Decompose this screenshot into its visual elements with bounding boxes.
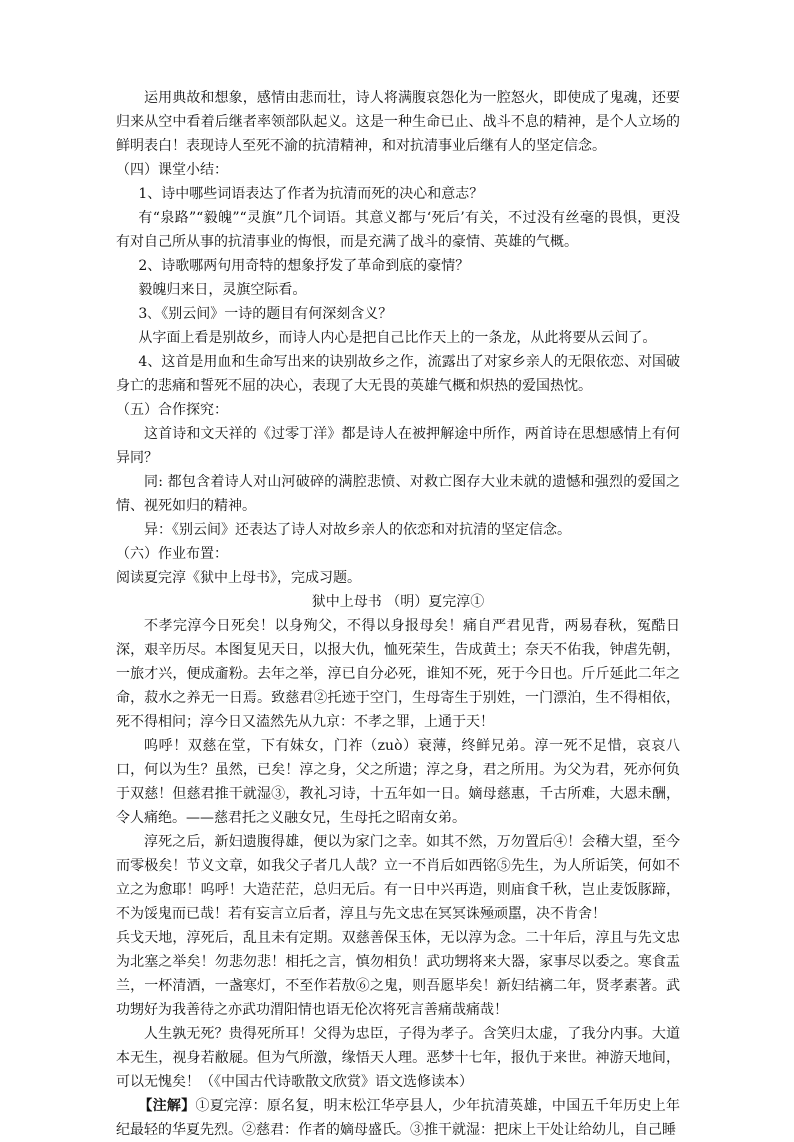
heading-cooperative-inquiry: （五）合作探究： <box>116 402 228 418</box>
annotation <box>116 1094 680 1142</box>
inquiry-similarity: 同: 都包含着诗人对山河破碎的满腔悲愤、对救亡图存大业未就的遗憾和强烈的爱国之情、视死如归的精神。 <box>116 474 680 514</box>
reading-paragraph-5: 人生孰无死？贵得死所耳！父得为忠臣，子得为孝子。含笑归太虚，了我分内事。大道本无生，视身若敝屣。但为气所激，缘悟天人理。恶梦十七年，报仇于来世。神游天地间，可以无愧矣！（《中国古代诗歌散文欣赏》语文选修读本） <box>116 1026 680 1090</box>
inquiry-difference: 异：《别云间》还表达了诗人对故乡亲人的依恋和对抗清的坚定信念。 <box>144 522 571 538</box>
annotation-text: ①夏完淳：原名复，明末松江华亭县人，少年抗清英雄，中国五千年历史上年纪最轻的华夏先烈。②慈君：作者的嫡母盛氏。③推干就湿：把床上干处让给幼儿，自己睡 <box>116 1098 681 1138</box>
document-page <box>116 86 680 1142</box>
answer-1: 有“泉路”“毅魄”“灵旗”几个词语。其意义都与‘死后’有关，不过没有丝毫的畏惧，更没有对自己所从事的抗清事业的悔恨，而是充满了战斗的豪情、英雄的气概。 <box>116 210 680 250</box>
reading-paragraph-1: 不孝完淳今日死矣！以身殉父，不得以身报母矣！痛自严君见背，两易春秋，冤酷日深，艰辛历尽。本图复见天日，以报大仇，恤死荣生，告成黄土；奈天不佑我，钟虐先朝，一旅才兴，便成齑粉。去年之举，淳已自分必死，谁知不死，死于今日也。斤斤延此二年之命，菽水之养无一日焉。致慈君②托迹于空门，生母寄生于别姓，一门漂泊，生不得相依，死不得相问；淳今日又溘然先从九京：不孝之罪，上通于天！ <box>116 618 680 730</box>
question-2: 2、诗歌哪两句用奇特的想象抒发了革命到底的豪情？ <box>138 258 470 274</box>
question-3: 3､《别云间》一诗的题目有何深刻含义？ <box>138 306 393 322</box>
question-1: 1、诗中哪些词语表达了作者为抗清而死的决心和意志？ <box>138 186 484 202</box>
reading-title: 狱中上母书 （明）夏完淳① <box>311 594 485 610</box>
annotation-label: 【注解】 <box>138 1098 196 1114</box>
question-4: 4、这首是用血和生命写出来的诀别故乡之作，流露出了对家乡亲人的无限依恋、对国破身亡的悲痛和誓死不屈的决心，表现了大无畏的英雄气概和炽热的爱国热忱。 <box>116 354 680 394</box>
heading-homework: （六）作业布置： <box>116 546 228 562</box>
inquiry-question: 这首诗和文天祥的《过零丁洋》都是诗人在被押解途中所作，两首诗在思想感情上有何异同？ <box>116 426 680 466</box>
heading-class-summary: （四）课堂小结： <box>116 162 228 178</box>
answer-3: 从字面上看是别故乡，而诗人内心是把自己比作天上的一条龙，从此将要从云间了。 <box>138 330 657 346</box>
reading-paragraph-4: 兵戈天地，淳死后，乱且未有定期。双慈善保玉体，无以淳为念。二十年后，淳且与先文忠为北塞之举矣！勿悲勿悲！相托之言，慎勿相负！武功甥将来大器，家事尽以委之。寒食盂兰，一杯清酒，一盏寒灯，不至作若敖⑥之鬼，则吾愿毕矣！新妇结褵二年，贤孝素著。武功甥好为我善待之亦武功渭阳情也语无伦次将死言善痛哉痛哉！ <box>116 930 680 1018</box>
answer-2: 毅魄归来日，灵旗空际看。 <box>138 282 307 298</box>
homework-text: 阅读夏完淳《狱中上母书》，完成习题。 <box>116 570 361 586</box>
reading-paragraph-2: 呜呼！双慈在堂，下有妹女，门祚（zuò）衰薄，终鲜兄弟。淳一死不足惜，哀哀八口，何以为生？虽然，已矣！淳之身，父之所遗；淳之身，君之所用。为父为君，死亦何负于双慈！但慈君推干就湿③，教礼习诗，十五年如一日。嫡母慈惠，千古所难，大恩未酬，令人痛绝。——慈君托之义融女兄，生母托之昭南女弟。 <box>116 738 680 826</box>
paragraph-analysis: 运用典故和想象，感情由悲而壮，诗人将满腹哀怨化为一腔怒火，即使成了鬼魂，还要归来从空中看着后继者率领部队起义。这是一种生命已止、战斗不息的精神，是个人立场的鲜明表白！表现诗人至死不渝的抗清精神，和对抗清事业后继有人的坚定信念。 <box>116 90 680 154</box>
reading-paragraph-3: 淳死之后，新妇遗腹得雄，便以为家门之幸。如其不然，万勿置后④！会稽大望，至今而零极矣！节义文章，如我父子者几人哉？立一不肖后如西铭⑤先生，为人所诟笑，何如不立之为愈耶！呜呼！大造茫茫，总归无后。有一日中兴再造，则庙食千秋，岂止麦饭豚蹄，不为馁鬼而已哉！若有妄言立后者，淳且与先文忠在冥冥诛殛顽嚚，决不肯舍！ <box>116 834 680 922</box>
